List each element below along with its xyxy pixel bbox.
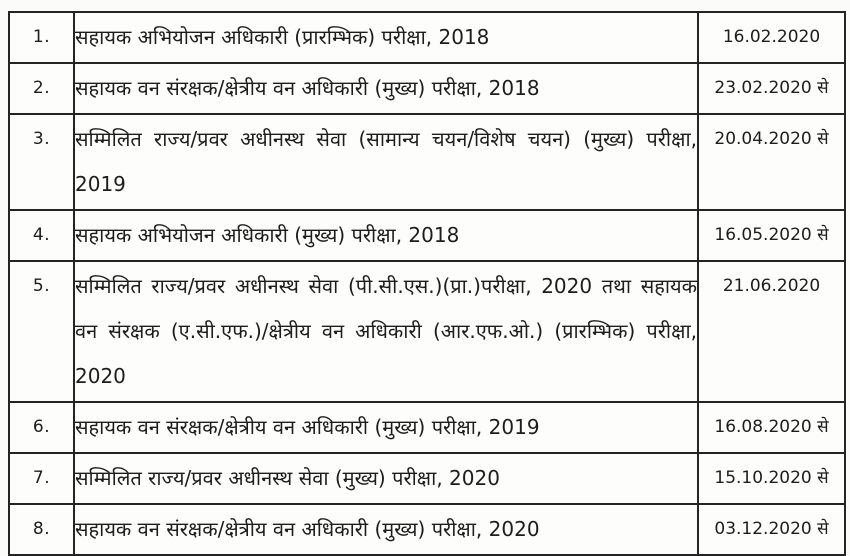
table-row <box>9 453 845 504</box>
table-row <box>9 114 845 210</box>
exam-date-cell: 16.08.2020 से <box>698 402 845 453</box>
exam-date-cell: 20.04.2020 से <box>698 114 845 210</box>
exam-date-cell: 03.12.2020 से <box>698 504 845 555</box>
serial-cell: 1. <box>9 12 74 63</box>
table-row <box>9 63 845 114</box>
exam-name-cell: सम्मिलित राज्य/प्रवर अधीनस्थ सेवा (पी.सी.एस.)(प्रा.)परीक्षा, 2020 तथा सहायक वन संरक्षक (ए.सी.एफ.)/क्षेत्रीय वन अधिकारी (आर.एफ.ओ.) (प्रारम्भिक) परीक्षा, 2020 <box>74 261 698 402</box>
exam-name-cell: सहायक वन संरक्षक/क्षेत्रीय वन अधिकारी (मुख्य) परीक्षा, 2019 <box>74 402 698 453</box>
exam-name-cell: सम्मिलित राज्य/प्रवर अधीनस्थ सेवा (सामान्य चयन/विशेष चयन) (मुख्य) परीक्षा, 2019 <box>74 114 698 210</box>
exam-date-cell: 16.02.2020 <box>698 12 845 63</box>
exam-schedule-table <box>8 11 846 556</box>
exam-name-cell: सहायक वन संरक्षक/क्षेत्रीय वन अधिकारी (मुख्य) परीक्षा, 2018 <box>74 63 698 114</box>
serial-cell: 7. <box>9 453 74 504</box>
table-row <box>9 504 845 555</box>
exam-name-cell: सहायक वन संरक्षक/क्षेत्रीय वन अधिकारी (मुख्य) परीक्षा, 2020 <box>74 504 698 555</box>
table-row <box>9 402 845 453</box>
table-row <box>9 261 845 402</box>
exam-date-cell: 16.05.2020 से <box>698 210 845 261</box>
serial-cell: 8. <box>9 504 74 555</box>
table-row <box>9 210 845 261</box>
table-row <box>9 12 845 63</box>
exam-date-cell: 23.02.2020 से <box>698 63 845 114</box>
exam-date-cell: 15.10.2020 से <box>698 453 845 504</box>
exam-date-cell: 21.06.2020 <box>698 261 845 402</box>
exam-name-cell: सम्मिलित राज्य/प्रवर अधीनस्थ सेवा (मुख्य) परीक्षा, 2020 <box>74 453 698 504</box>
serial-cell: 6. <box>9 402 74 453</box>
serial-cell: 5. <box>9 261 74 402</box>
serial-cell: 2. <box>9 63 74 114</box>
exam-name-cell: सहायक अभियोजन अधिकारी (प्रारम्भिक) परीक्षा, 2018 <box>74 12 698 63</box>
serial-cell: 4. <box>9 210 74 261</box>
serial-cell: 3. <box>9 114 74 210</box>
exam-schedule-table-container <box>8 11 842 556</box>
exam-name-cell: सहायक अभियोजन अधिकारी (मुख्य) परीक्षा, 2018 <box>74 210 698 261</box>
